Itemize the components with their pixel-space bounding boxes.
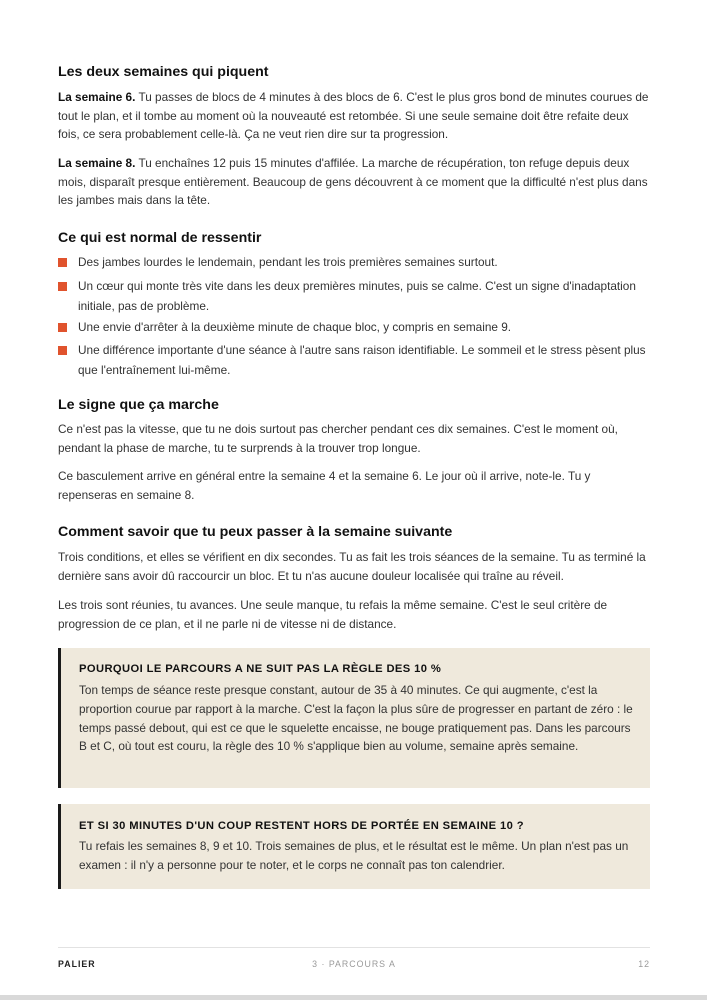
paragraph-lead: La semaine 8. (58, 156, 136, 170)
callout-body: Ton temps de séance reste presque constant, autour de 35 à 40 minutes. Ce qui augmente, c'est la proportion courue par rapport à la marche. C'est la façon la plus sûre de progresser en partant de zéro : le temps passé debout, qui est ce que le squelette encaisse, ne bouge pratiquement pas. Dans les parcours B et C, où tout est couru, la règle des 10 % s'applique bien au volume, semaine après semaine. (79, 683, 633, 754)
paragraph: Ce n'est pas la vitesse, que tu ne dois surtout pas chercher pendant ces dix semaines. C'est le moment où, pendant la phase de marche, tu te surprends à la trouver trop longue. (58, 422, 618, 455)
list-item-text: Une envie d'arrêter à la deuxième minute de chaque bloc, y compris en semaine 9. (78, 320, 512, 334)
paragraph: Trois conditions, et elles se vérifient en dix secondes. Tu as fait les trois séances de la semaine. Tu as terminé la dernière sans avoir dû raccourcir un bloc. Et tu n'as aucune douleur localisée qui traîne au réveil. (58, 550, 646, 583)
section-heading: Comment savoir que tu peux passer à la semaine suivante (58, 524, 453, 540)
paragraph: Les trois sont réunies, tu avances. Une seule manque, tu refais la même semaine. C'est le seul critère de progression de ce plan, et il ne parle ni de vitesse ni de distance. (58, 598, 608, 631)
section-heading: Le signe que ça marche (58, 397, 219, 413)
callout-title: ET SI 30 MINUTES D'UN COUP RESTENT HORS DE PORTÉE EN SEMAINE 10 ? (79, 820, 524, 832)
document-page (58, 0, 650, 1000)
section-heading: Ce qui est normal de ressentir (58, 230, 262, 246)
paragraph-text: Tu enchaînes 12 puis 15 minutes d'affilée. La marche de récupération, ton refuge depuis deux mois, disparaît presque entièrement. Beaucoup de gens découvrent à ce moment que la difficulté n'est plus dans les jambes mais dans la tête. (58, 156, 648, 208)
page-bottom-edge (0, 995, 707, 1000)
callout-body: Tu refais les semaines 8, 9 et 10. Trois semaines de plus, et le résultat est le même. Un plan n'est pas un examen : il n'y a personne pour te noter, et le corps ne connaît pas ton calendrier. (79, 839, 629, 872)
callout-box (58, 804, 650, 889)
section-heading: Les deux semaines qui piquent (58, 64, 269, 80)
callout-title: POURQUOI LE PARCOURS A NE SUIT PAS LA RÈGLE DES 10 % (79, 663, 442, 675)
footer-brand: PALIER (58, 959, 96, 969)
page-number: 12 (638, 959, 650, 969)
footer-section: 3 · PARCOURS A (312, 959, 396, 969)
paragraph-lead: La semaine 6. (58, 90, 136, 104)
list-item-text: Un cœur qui monte très vite dans les deux premières minutes, puis se calme. C'est un signe d'inadaptation initiale, pas de problème. (78, 279, 636, 314)
square-bullet-icon (58, 282, 67, 291)
square-bullet-icon (58, 346, 67, 355)
paragraph (58, 154, 650, 210)
callout-box (58, 648, 650, 788)
paragraph-text: Tu passes de blocs de 4 minutes à des blocs de 6. C'est le plus gros bond de minutes courues de tout le plan, et il tombe au moment où la nouveauté est retombée. Si une seule semaine doit être refaite deux fois, ce sera probablement celle-là. Ça ne veut rien dire sur ta progression. (58, 90, 649, 142)
paragraph (58, 88, 650, 144)
square-bullet-icon (58, 323, 67, 332)
footer-divider (58, 947, 650, 948)
list-item-text: Des jambes lourdes le lendemain, pendant les trois premières semaines surtout. (78, 255, 498, 269)
paragraph: Ce basculement arrive en général entre la semaine 4 et la semaine 6. Le jour où il arrive, note-le. Tu y repenseras en semaine 8. (58, 469, 591, 502)
list-item-text: Une différence importante d'une séance à l'autre sans raison identifiable. Le sommeil et le stress pèsent plus que l'entraînement lui-même. (78, 343, 646, 378)
square-bullet-icon (58, 258, 67, 267)
